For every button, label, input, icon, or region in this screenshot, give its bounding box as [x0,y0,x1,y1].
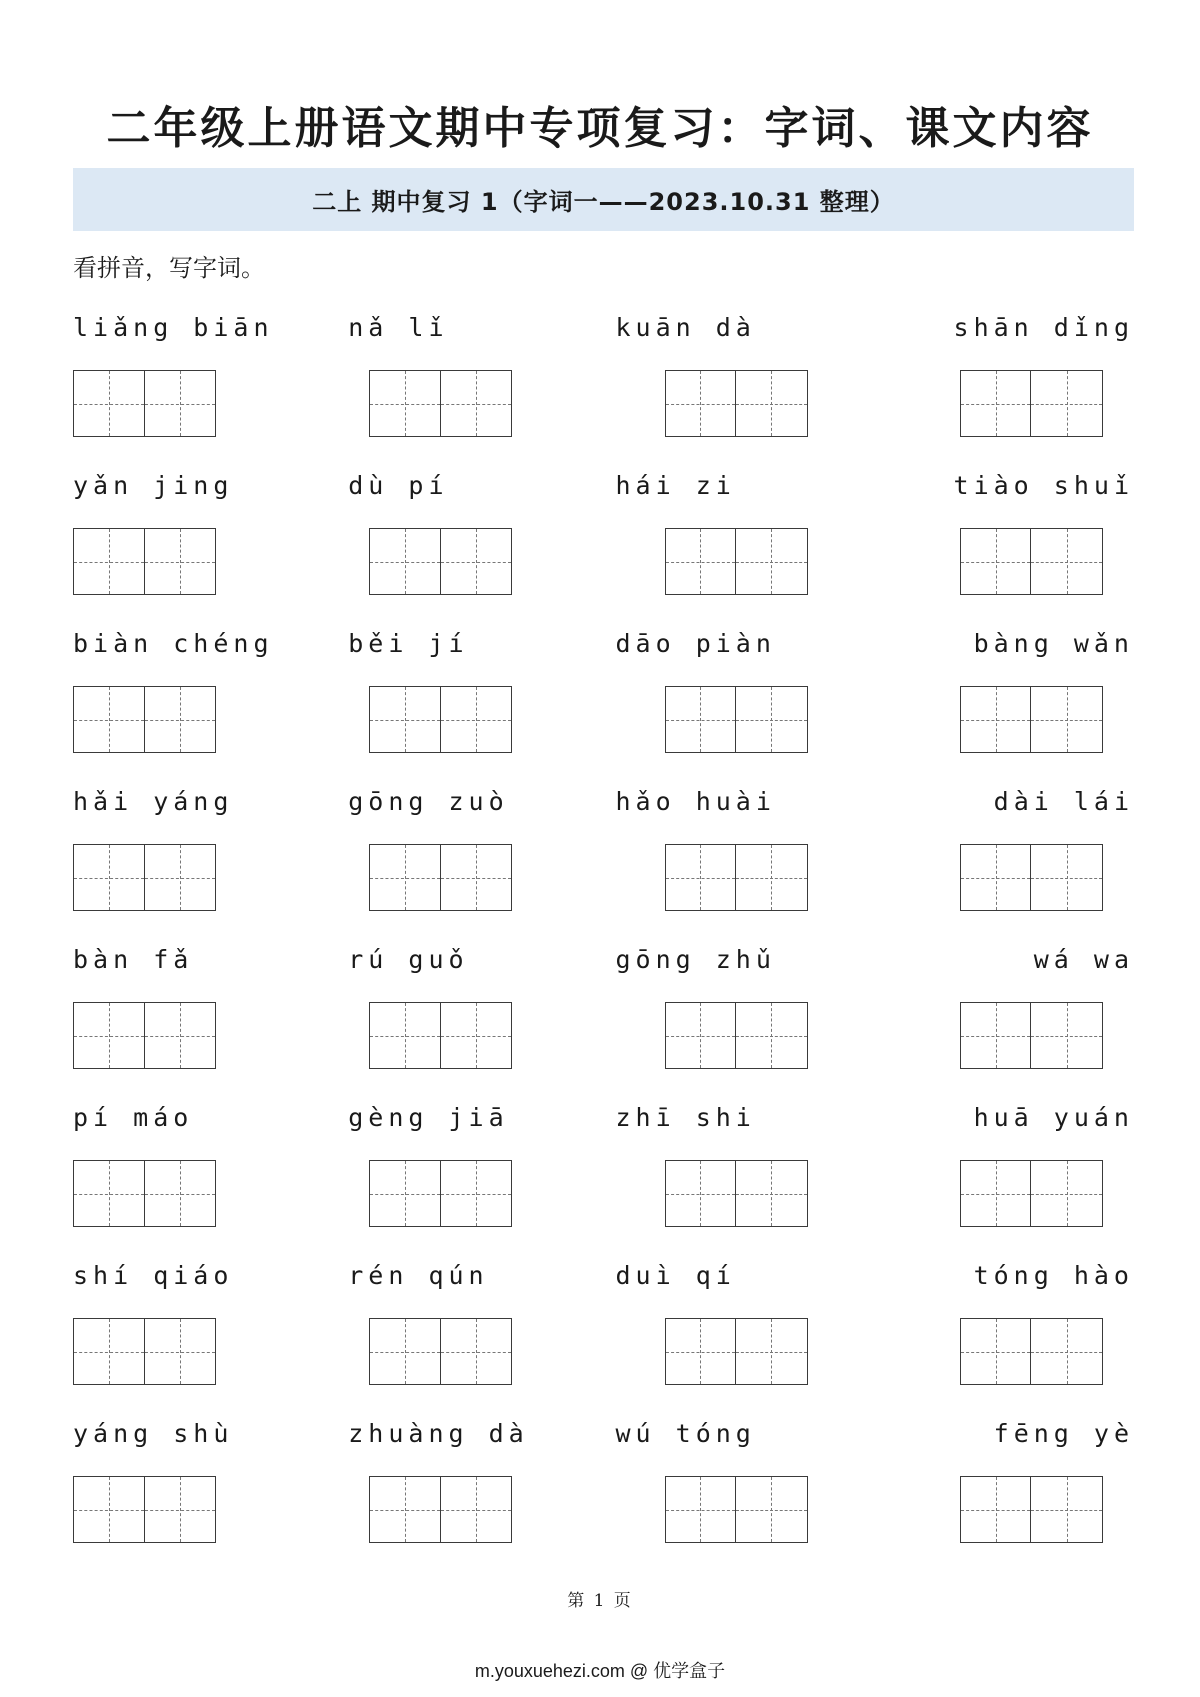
pinyin-prompt: nǎ lǐ [348,313,449,342]
tianzige-box[interactable] [145,528,217,595]
exercise-item [338,780,603,938]
tianzige-box[interactable] [736,1160,808,1227]
pinyin-prompt: pí máo [73,1103,194,1132]
pinyin-prompt: gèng jiā [348,1103,509,1132]
pinyin-prompt: bàng wǎn [973,629,1134,658]
writing-boxes [665,1318,808,1385]
writing-boxes [665,1002,808,1069]
pinyin-prompt: wú tóng [615,1419,756,1448]
exercise-item [604,622,869,780]
pinyin-prompt: zhuàng dà [348,1419,529,1448]
tianzige-box[interactable] [145,1160,217,1227]
exercise-item [869,1412,1134,1570]
writing-boxes [369,370,512,437]
tianzige-box[interactable] [73,844,145,911]
tianzige-box[interactable] [73,370,145,437]
pinyin-prompt: hái zi [615,471,736,500]
tianzige-box[interactable] [960,1160,1032,1227]
tianzige-box[interactable] [665,1318,737,1385]
tianzige-box[interactable] [960,370,1032,437]
pinyin-prompt: shí qiáo [73,1261,234,1290]
writing-boxes [960,1160,1103,1227]
tianzige-box[interactable] [736,1318,808,1385]
tianzige-box[interactable] [441,528,513,595]
writing-boxes [665,370,808,437]
pinyin-prompt: dù pí [348,471,449,500]
writing-boxes [665,844,808,911]
writing-boxes [73,370,216,437]
tianzige-box[interactable] [369,1160,441,1227]
writing-boxes [960,1476,1103,1543]
writing-boxes [665,1160,808,1227]
tianzige-box[interactable] [441,686,513,753]
tianzige-box[interactable] [665,1160,737,1227]
tianzige-box[interactable] [369,528,441,595]
tianzige-box[interactable] [1031,1476,1103,1543]
writing-boxes [369,528,512,595]
tianzige-box[interactable] [1031,370,1103,437]
tianzige-box[interactable] [145,1318,217,1385]
tianzige-box[interactable] [441,844,513,911]
exercise-item [869,306,1134,464]
writing-boxes [960,844,1103,911]
tianzige-box[interactable] [441,1476,513,1543]
exercise-item [73,938,338,1096]
exercise-instruction: 看拼音，写字词。 [73,254,265,282]
pinyin-prompt: gōng zhǔ [615,945,776,974]
tianzige-box[interactable] [665,528,737,595]
tianzige-box[interactable] [369,370,441,437]
footer-credit: m.youxuehezi.com @ 优学盒子 [474,1661,726,1681]
writing-boxes [369,686,512,753]
exercise-item [338,1254,603,1412]
pinyin-prompt: gōng zuò [348,787,509,816]
writing-boxes [960,370,1103,437]
writing-boxes [665,528,808,595]
tianzige-box[interactable] [145,370,217,437]
exercise-item [338,464,603,622]
pinyin-prompt: yǎn jing [73,471,234,500]
pinyin-prompt: wá wa [1033,945,1134,974]
writing-boxes [369,1160,512,1227]
tianzige-box[interactable] [665,686,737,753]
tianzige-box[interactable] [1031,1160,1103,1227]
writing-boxes [73,1160,216,1227]
exercise-item [73,464,338,622]
exercise-item [604,938,869,1096]
pinyin-prompt: shān dǐng [953,313,1134,342]
tianzige-box[interactable] [73,1476,145,1543]
pinyin-prompt: duì qí [615,1261,736,1290]
exercise-item [604,1412,869,1570]
tianzige-box[interactable] [145,686,217,753]
exercise-item [73,1096,338,1254]
pinyin-prompt: tóng hào [973,1261,1134,1290]
exercise-item [73,1254,338,1412]
writing-boxes [960,528,1103,595]
tianzige-box[interactable] [145,844,217,911]
writing-boxes [73,1002,216,1069]
pinyin-prompt: hǎo huài [615,787,776,816]
tianzige-box[interactable] [736,370,808,437]
writing-boxes [73,686,216,753]
pinyin-prompt: zhī shi [615,1103,756,1132]
tianzige-box[interactable] [441,1160,513,1227]
exercise-item [604,1254,869,1412]
tianzige-box[interactable] [665,1002,737,1069]
tianzige-box[interactable] [665,1476,737,1543]
exercise-item [604,306,869,464]
exercise-item [73,622,338,780]
exercise-item [869,1254,1134,1412]
pinyin-prompt: huā yuán [973,1103,1134,1132]
exercise-item [338,306,603,464]
tianzige-box[interactable] [369,686,441,753]
pinyin-prompt: dài lái [993,787,1134,816]
exercise-item [604,464,869,622]
exercise-item [338,622,603,780]
tianzige-box[interactable] [960,1318,1032,1385]
tianzige-box[interactable] [441,1002,513,1069]
page-title: 二年级上册语文期中专项复习：字词、课文内容 [106,103,1094,154]
tianzige-box[interactable] [665,844,737,911]
pinyin-prompt: rú guǒ [348,945,469,974]
exercise-item [869,780,1134,938]
tianzige-box[interactable] [736,1476,808,1543]
tianzige-box[interactable] [145,1002,217,1069]
writing-boxes [960,1002,1103,1069]
writing-boxes [73,844,216,911]
tianzige-box[interactable] [1031,1002,1103,1069]
writing-boxes [369,1476,512,1543]
pinyin-prompt: běi jí [348,629,469,658]
section-banner: 二上 期中复习 1（字词一——2023.10.31 整理） [73,168,1134,231]
tianzige-box[interactable] [1031,844,1103,911]
page-number: 第 1 页 [567,1591,633,1611]
writing-boxes [960,1318,1103,1385]
exercise-item [869,622,1134,780]
tianzige-box[interactable] [960,686,1032,753]
tianzige-box[interactable] [369,1318,441,1385]
tianzige-box[interactable] [441,1318,513,1385]
tianzige-box[interactable] [736,686,808,753]
tianzige-box[interactable] [1031,528,1103,595]
pinyin-prompt: fēng yè [993,1419,1134,1448]
exercise-item [604,1096,869,1254]
pinyin-prompt: rén qún [348,1261,489,1290]
tianzige-box[interactable] [960,1002,1032,1069]
tianzige-box[interactable] [73,528,145,595]
writing-boxes [665,1476,808,1543]
pinyin-prompt: biàn chéng [73,629,274,658]
tianzige-box[interactable] [960,844,1032,911]
exercise-item [73,780,338,938]
writing-boxes [73,1318,216,1385]
pinyin-prompt: bàn fǎ [73,945,194,974]
writing-boxes [960,686,1103,753]
exercise-item [338,1412,603,1570]
writing-boxes [73,528,216,595]
tianzige-box[interactable] [369,1476,441,1543]
tianzige-box[interactable] [1031,1318,1103,1385]
tianzige-box[interactable] [73,1002,145,1069]
exercise-item [338,1096,603,1254]
pinyin-prompt: tiào shuǐ [953,471,1134,500]
exercise-item [73,306,338,464]
pinyin-prompt: hǎi yáng [73,787,234,816]
tianzige-box[interactable] [665,370,737,437]
exercise-item [73,1412,338,1570]
exercise-grid [73,306,1134,1570]
pinyin-prompt: kuān dà [615,313,756,342]
writing-boxes [665,686,808,753]
tianzige-box[interactable] [441,370,513,437]
writing-boxes [73,1476,216,1543]
exercise-item [869,1096,1134,1254]
tianzige-box[interactable] [960,528,1032,595]
writing-boxes [369,1002,512,1069]
exercise-item [338,938,603,1096]
tianzige-box[interactable] [960,1476,1032,1543]
tianzige-box[interactable] [73,1318,145,1385]
pinyin-prompt: dāo piàn [615,629,776,658]
exercise-item [869,938,1134,1096]
tianzige-box[interactable] [369,1002,441,1069]
tianzige-box[interactable] [145,1476,217,1543]
tianzige-box[interactable] [73,1160,145,1227]
exercise-item [604,780,869,938]
tianzige-box[interactable] [736,1002,808,1069]
pinyin-prompt: yáng shù [73,1419,234,1448]
exercise-item [869,464,1134,622]
tianzige-box[interactable] [73,686,145,753]
tianzige-box[interactable] [1031,686,1103,753]
tianzige-box[interactable] [369,844,441,911]
writing-boxes [369,844,512,911]
tianzige-box[interactable] [736,528,808,595]
pinyin-prompt: liǎng biān [73,313,274,342]
writing-boxes [369,1318,512,1385]
tianzige-box[interactable] [736,844,808,911]
